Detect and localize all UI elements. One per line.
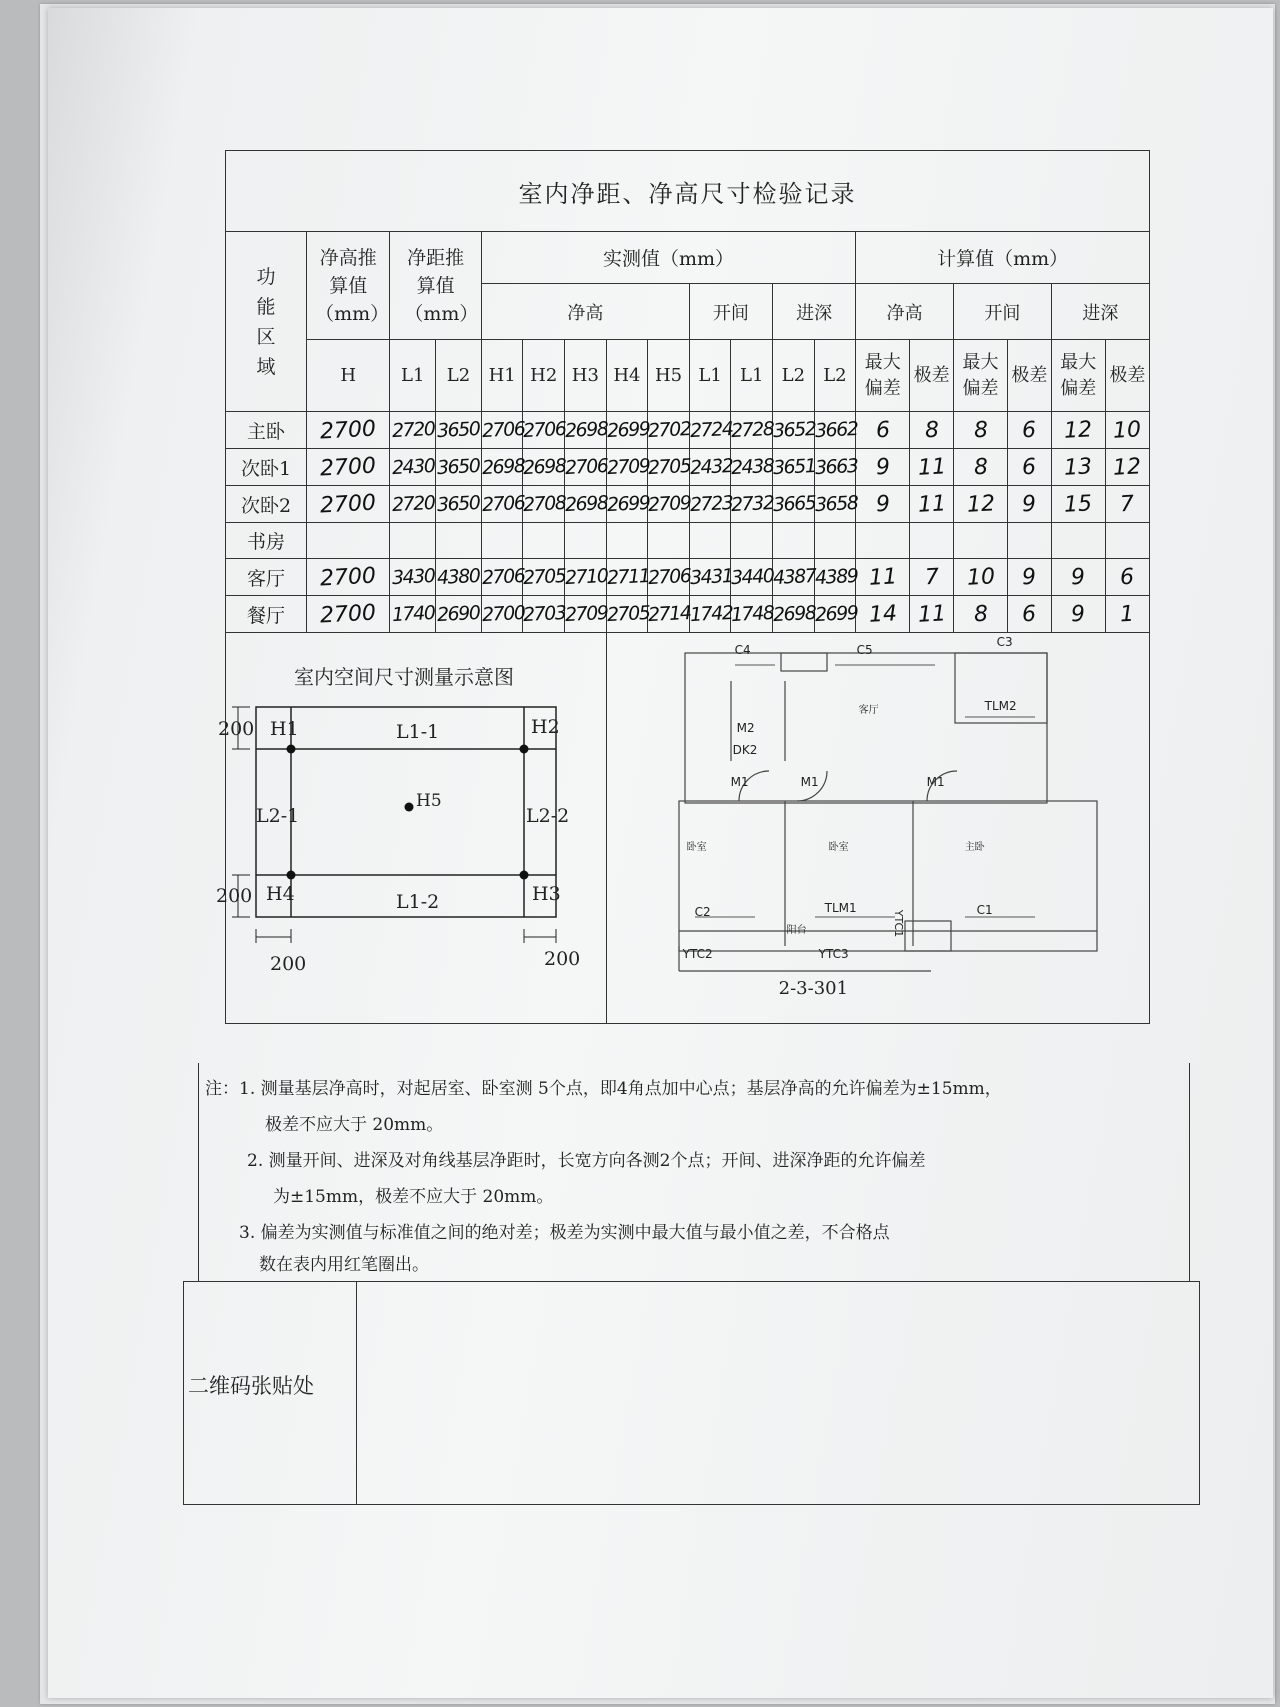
- table-cell: [910, 523, 954, 559]
- handwritten-value: 14: [868, 600, 898, 628]
- handwritten-value: 2711: [606, 564, 650, 590]
- table-cell: [910, 486, 954, 523]
- label-h1: H1: [270, 718, 299, 740]
- handwritten-value: 2699: [606, 491, 650, 517]
- col-bay-l1a: L1: [689, 340, 731, 412]
- floorplan-cell: [606, 633, 1149, 1024]
- fp-c3: C3: [996, 635, 1013, 649]
- handwritten-value: 3662: [814, 417, 858, 443]
- col-bay-l1b: L1: [731, 340, 773, 412]
- fp-m2: M2: [736, 721, 755, 735]
- handwritten-value: 3650: [436, 454, 481, 480]
- handwritten-value: 7: [1119, 491, 1136, 517]
- handwritten-value: 8: [972, 454, 989, 480]
- table-cell: [814, 559, 856, 596]
- handwritten-value: 2706: [481, 491, 525, 517]
- table-cell: [689, 523, 731, 559]
- handwritten-value: 2705: [522, 564, 567, 590]
- page-title: 室内净距、净高尺寸检验记录: [226, 151, 1150, 232]
- table-cell: [814, 486, 856, 523]
- measured-header: 实测值（mm）: [481, 232, 855, 284]
- handwritten-value: 9: [875, 491, 891, 517]
- handwritten-value: 4380: [436, 564, 481, 590]
- dim-bottom-b: 200: [544, 948, 581, 970]
- col-h: H: [307, 340, 390, 412]
- table-cell: [814, 412, 856, 449]
- row-name: 书房: [226, 523, 307, 559]
- handwritten-value: 8: [972, 601, 989, 627]
- table-cell: [565, 559, 607, 596]
- fp-c5: C5: [856, 643, 873, 657]
- fp-m1b: M1: [800, 775, 819, 789]
- dim-bottom-a: 200: [270, 953, 307, 975]
- col-l2: L2: [436, 340, 482, 412]
- table-cell: [523, 412, 565, 449]
- col-h3: H3: [565, 340, 607, 412]
- table-cell: [689, 596, 731, 633]
- note-1: 注：1. 测量基层净高时，对起居室、卧室测 5个点，即4角点加中心点；基层净高的允许偏差为±15mm，: [205, 1079, 1002, 1099]
- table-cell: [1008, 596, 1052, 633]
- handwritten-value: 3431: [689, 564, 733, 590]
- table-row: [226, 559, 1150, 596]
- handwritten-value: 2706: [564, 454, 608, 480]
- handwritten-value: 2432: [689, 454, 733, 480]
- handwritten-value: 9: [1021, 564, 1038, 590]
- handwritten-value: 2700: [319, 563, 377, 591]
- handwritten-value: 6: [1021, 417, 1038, 443]
- handwritten-value: 1740: [390, 601, 435, 627]
- handwritten-value: 3663: [814, 454, 858, 480]
- col-h4: H4: [606, 340, 648, 412]
- col-depth-l2a: L2: [773, 340, 815, 412]
- row-name: 客厅: [226, 559, 307, 596]
- col-h5: H5: [648, 340, 690, 412]
- col-range-height: 极差: [910, 340, 954, 412]
- handwritten-value: 2698: [564, 417, 608, 443]
- handwritten-value: 2698: [522, 454, 567, 480]
- table-row: [226, 412, 1150, 449]
- qr-code-area: [183, 1281, 1200, 1505]
- handwritten-value: 9: [1070, 564, 1086, 590]
- fp-dk2: DK2: [732, 743, 758, 757]
- handwritten-value: 2709: [647, 491, 692, 517]
- table-cell: [773, 486, 815, 523]
- table-cell: [307, 559, 390, 596]
- table-cell: [648, 449, 690, 486]
- table-cell: [390, 449, 436, 486]
- calc-net-height-header: 净高: [856, 284, 954, 340]
- fp-tlm2: TLM2: [984, 699, 1017, 713]
- table-cell: [1008, 486, 1052, 523]
- handwritten-value: 12: [1112, 453, 1143, 481]
- handwritten-value: 2438: [730, 454, 775, 480]
- table-cell: [436, 559, 482, 596]
- handwritten-value: 4387: [772, 564, 816, 590]
- handwritten-value: 2700: [319, 490, 377, 518]
- qr-divider: [356, 1282, 357, 1504]
- table-cell: [565, 449, 607, 486]
- row-name: 次卧2: [226, 486, 307, 523]
- table-cell: [1008, 559, 1052, 596]
- table-cell: [606, 596, 648, 633]
- table-cell: [648, 596, 690, 633]
- measured-bay-header: 开间: [689, 284, 772, 340]
- handwritten-value: 11: [868, 563, 898, 591]
- row-name: 次卧1: [226, 449, 307, 486]
- row-name: 餐厅: [226, 596, 307, 633]
- handwritten-value: 2698: [772, 601, 816, 627]
- note-3: 3. 偏差为实测值与标准值之间的绝对差；极差为实测中最大值与最小值之差，不合格点: [239, 1223, 890, 1243]
- table-cell: [689, 486, 731, 523]
- table-cell: [606, 523, 648, 559]
- handwritten-value: 2700: [319, 600, 377, 628]
- table-cell: [307, 486, 390, 523]
- fp-ytc1: YTC1: [891, 909, 905, 938]
- handwritten-value: 3652: [772, 417, 816, 443]
- table-cell: [773, 412, 815, 449]
- table-cell: [307, 449, 390, 486]
- fp-living: 客厅: [858, 705, 879, 716]
- table-row: [226, 523, 1150, 559]
- handwritten-value: 4389: [814, 564, 858, 590]
- table-cell: [523, 486, 565, 523]
- handwritten-value: 2702: [647, 417, 692, 443]
- handwritten-value: 2732: [730, 491, 775, 517]
- table-cell: [436, 449, 482, 486]
- fp-c1: C1: [976, 903, 993, 917]
- net-distance-calc-header: 净距推算值（mm）: [390, 232, 482, 340]
- fp-master: 主卧: [964, 842, 985, 853]
- handwritten-value: 2690: [436, 601, 481, 627]
- table-cell: [390, 559, 436, 596]
- col-depth-l2b: L2: [814, 340, 856, 412]
- table-cell: [606, 486, 648, 523]
- handwritten-value: 8: [972, 417, 989, 443]
- handwritten-value: 1748: [730, 601, 775, 627]
- handwritten-value: 3430: [390, 564, 435, 590]
- handwritten-value: 2720: [390, 491, 435, 517]
- inspection-table: [216, 150, 1150, 1024]
- table-cell: [1105, 412, 1149, 449]
- table-row: [226, 449, 1150, 486]
- fp-c4: C4: [734, 643, 751, 657]
- handwritten-value: 2698: [564, 491, 608, 517]
- table-cell: [953, 412, 1007, 449]
- table-cell: [307, 523, 390, 559]
- table-cell: [731, 412, 773, 449]
- table-cell: [773, 449, 815, 486]
- handwritten-value: 8: [923, 417, 940, 443]
- fp-m1c: M1: [926, 775, 945, 789]
- fp-c2: C2: [694, 905, 711, 919]
- table-cell: [910, 596, 954, 633]
- handwritten-value: 2723: [689, 491, 733, 517]
- calc-depth-header: 进深: [1051, 284, 1149, 340]
- table-cell: [856, 412, 910, 449]
- point-h2: [520, 745, 529, 754]
- handwritten-value: 3658: [814, 491, 858, 517]
- handwritten-value: 2699: [606, 417, 650, 443]
- handwritten-value: 2430: [390, 454, 435, 480]
- handwritten-value: 2706: [647, 564, 692, 590]
- table-cell: [481, 412, 523, 449]
- handwritten-value: 2710: [564, 564, 608, 590]
- table-cell: [953, 596, 1007, 633]
- label-l2-2: L2-2: [526, 805, 570, 827]
- label-h3: H3: [532, 883, 561, 905]
- net-height-calc-header: 净高推算值（mm）: [307, 232, 390, 340]
- table-row: [226, 486, 1150, 523]
- table-cell: [307, 596, 390, 633]
- table-cell: [1051, 559, 1105, 596]
- handwritten-value: 9: [1070, 601, 1086, 627]
- handwritten-value: 3650: [436, 417, 481, 443]
- table-cell: [1105, 486, 1149, 523]
- table-cell: [773, 559, 815, 596]
- handwritten-value: 10: [965, 563, 996, 591]
- table-cell: [648, 523, 690, 559]
- table-cell: [814, 523, 856, 559]
- handwritten-value: 2700: [319, 416, 377, 444]
- table-cell: [606, 412, 648, 449]
- handwritten-value: 3440: [730, 564, 775, 590]
- table-cell: [390, 412, 436, 449]
- table-cell: [773, 523, 815, 559]
- handwritten-value: 6: [1119, 564, 1136, 590]
- table-cell: [953, 449, 1007, 486]
- col-h2: H2: [523, 340, 565, 412]
- handwritten-value: 11: [916, 490, 947, 518]
- table-cell: [689, 449, 731, 486]
- label-h2: H2: [531, 716, 560, 738]
- col-max-dev-height: 最大偏差: [856, 340, 910, 412]
- handwritten-value: 3665: [772, 491, 816, 517]
- table-cell: [648, 412, 690, 449]
- table-row: [226, 596, 1150, 633]
- fp-tlm1: TLM1: [824, 901, 857, 915]
- table-cell: [953, 523, 1007, 559]
- handwritten-value: 9: [1021, 491, 1038, 517]
- label-l1-1: L1-1: [396, 721, 440, 743]
- table-cell: [436, 523, 482, 559]
- table-cell: [731, 596, 773, 633]
- handwritten-value: 3651: [772, 454, 816, 480]
- handwritten-value: 12: [1063, 416, 1093, 444]
- table-cell: [606, 559, 648, 596]
- note-2-cont: 为±15mm，极差不应大于 20mm。: [273, 1187, 554, 1207]
- handwritten-value: 2709: [606, 454, 650, 480]
- diagram-title: 室内空间尺寸测量示意图: [294, 665, 514, 689]
- table-cell: [1105, 449, 1149, 486]
- table-cell: [390, 523, 436, 559]
- col-l1: L1: [390, 340, 436, 412]
- handwritten-value: 2728: [730, 417, 775, 443]
- label-l1-2: L1-2: [396, 891, 440, 913]
- function-area-header: 功能区域: [226, 232, 307, 412]
- table-cell: [523, 596, 565, 633]
- handwritten-value: 3650: [436, 491, 481, 517]
- point-h4: [287, 871, 296, 880]
- table-cell: [436, 412, 482, 449]
- note-3-cont: 数在表内用红笔圈出。: [259, 1255, 429, 1275]
- handwritten-value: 2709: [564, 601, 608, 627]
- table-cell: [481, 559, 523, 596]
- table-cell: [856, 596, 910, 633]
- table-cell: [689, 559, 731, 596]
- table-cell: [606, 449, 648, 486]
- table-cell: [856, 486, 910, 523]
- fp-ytc3: YTC3: [818, 947, 849, 961]
- handwritten-value: 9: [875, 454, 891, 480]
- handwritten-value: 1: [1119, 601, 1136, 627]
- handwritten-value: 1742: [689, 601, 733, 627]
- table-cell: [523, 449, 565, 486]
- table-cell: [565, 412, 607, 449]
- handwritten-value: 2724: [689, 417, 733, 443]
- fp-bed2: 卧室: [828, 842, 849, 853]
- table-cell: [565, 596, 607, 633]
- table-cell: [731, 523, 773, 559]
- table-cell: [565, 523, 607, 559]
- table-cell: [1008, 449, 1052, 486]
- table-cell: [648, 559, 690, 596]
- notes-section: [198, 1063, 1190, 1282]
- table-cell: [1051, 486, 1105, 523]
- handwritten-value: 2705: [606, 601, 650, 627]
- table-cell: [1051, 449, 1105, 486]
- table-cell: [523, 523, 565, 559]
- dim-top-left: 200: [218, 718, 255, 740]
- label-h4: H4: [266, 883, 295, 905]
- table-cell: [1051, 596, 1105, 633]
- handwritten-value: 2706: [481, 564, 525, 590]
- col-max-dev-depth: 最大偏差: [1051, 340, 1105, 412]
- fp-ytc2: YTC2: [682, 947, 713, 961]
- label-h5: H5: [416, 791, 442, 811]
- qr-label: 二维码张贴处: [188, 1374, 314, 1398]
- table-cell: [307, 412, 390, 449]
- handwritten-value: 11: [916, 453, 947, 481]
- handwritten-value: 12: [965, 490, 996, 518]
- table-cell: [731, 559, 773, 596]
- calculated-header: 计算值（mm）: [856, 232, 1150, 284]
- table-cell: [390, 596, 436, 633]
- table-cell: [814, 449, 856, 486]
- handwritten-value: 6: [1021, 454, 1038, 480]
- table-cell: [1008, 523, 1052, 559]
- table-cell: [481, 486, 523, 523]
- measurement-diagram-cell: [216, 633, 607, 1024]
- table-cell: [436, 486, 482, 523]
- table-cell: [648, 486, 690, 523]
- fp-caption: 2-3-301: [778, 978, 849, 999]
- table-cell: [856, 523, 910, 559]
- table-cell: [390, 486, 436, 523]
- point-h1: [287, 745, 296, 754]
- handwritten-value: 2714: [647, 601, 692, 627]
- handwritten-value: 2706: [522, 417, 567, 443]
- measured-depth-header: 进深: [773, 284, 856, 340]
- table-cell: [436, 596, 482, 633]
- fp-m1a: M1: [730, 775, 749, 789]
- table-cell: [953, 486, 1007, 523]
- table-cell: [910, 559, 954, 596]
- table-cell: [565, 486, 607, 523]
- handwritten-value: 10: [1112, 416, 1143, 444]
- col-range-bay: 极差: [1008, 340, 1052, 412]
- handwritten-value: 2700: [481, 601, 525, 627]
- table-cell: [481, 596, 523, 633]
- table-cell: [1105, 596, 1149, 633]
- calc-bay-header: 开间: [953, 284, 1051, 340]
- table-cell: [814, 596, 856, 633]
- col-max-dev-bay: 最大偏差: [953, 340, 1007, 412]
- table-cell: [773, 596, 815, 633]
- table-cell: [856, 449, 910, 486]
- note-2: 2. 测量开间、进深及对角线基层净距时，长宽方向各测2个点；开间、进深净距的允许偏差: [247, 1151, 926, 1171]
- table-cell: [910, 412, 954, 449]
- handwritten-value: 6: [1021, 601, 1038, 627]
- handwritten-value: 2699: [814, 601, 858, 627]
- handwritten-value: 2705: [647, 454, 692, 480]
- point-h3: [520, 871, 529, 880]
- handwritten-value: 2720: [390, 417, 435, 443]
- handwritten-value: 13: [1063, 453, 1093, 481]
- measured-net-height-header: 净高: [481, 284, 689, 340]
- fp-bed1: 卧室: [686, 842, 707, 853]
- note-1-cont: 极差不应大于 20mm。: [265, 1115, 444, 1135]
- handwritten-value: 2706: [481, 417, 525, 443]
- table-cell: [1105, 559, 1149, 596]
- table-cell: [1105, 523, 1149, 559]
- point-h5: [405, 803, 414, 812]
- handwritten-value: 7: [923, 564, 940, 590]
- col-range-depth: 极差: [1105, 340, 1149, 412]
- handwritten-value: 2700: [319, 453, 377, 481]
- handwritten-value: 2698: [481, 454, 525, 480]
- table-cell: [856, 559, 910, 596]
- handwritten-value: 15: [1063, 490, 1093, 518]
- table-cell: [523, 559, 565, 596]
- label-l2-1: L2-1: [256, 805, 300, 827]
- table-cell: [1051, 412, 1105, 449]
- table-cell: [689, 412, 731, 449]
- table-cell: [731, 449, 773, 486]
- table-cell: [481, 523, 523, 559]
- handwritten-value: 6: [875, 417, 891, 443]
- table-cell: [731, 486, 773, 523]
- table-cell: [1051, 523, 1105, 559]
- row-name: 主卧: [226, 412, 307, 449]
- table-cell: [953, 559, 1007, 596]
- table-cell: [481, 449, 523, 486]
- handwritten-value: 11: [916, 600, 947, 628]
- table-cell: [1008, 412, 1052, 449]
- table-cell: [910, 449, 954, 486]
- dim-bottom-left: 200: [216, 885, 253, 907]
- col-h1: H1: [481, 340, 523, 412]
- handwritten-value: 2708: [522, 491, 567, 517]
- fp-balcony: 阳台: [786, 925, 807, 936]
- handwritten-value: 2703: [522, 601, 567, 627]
